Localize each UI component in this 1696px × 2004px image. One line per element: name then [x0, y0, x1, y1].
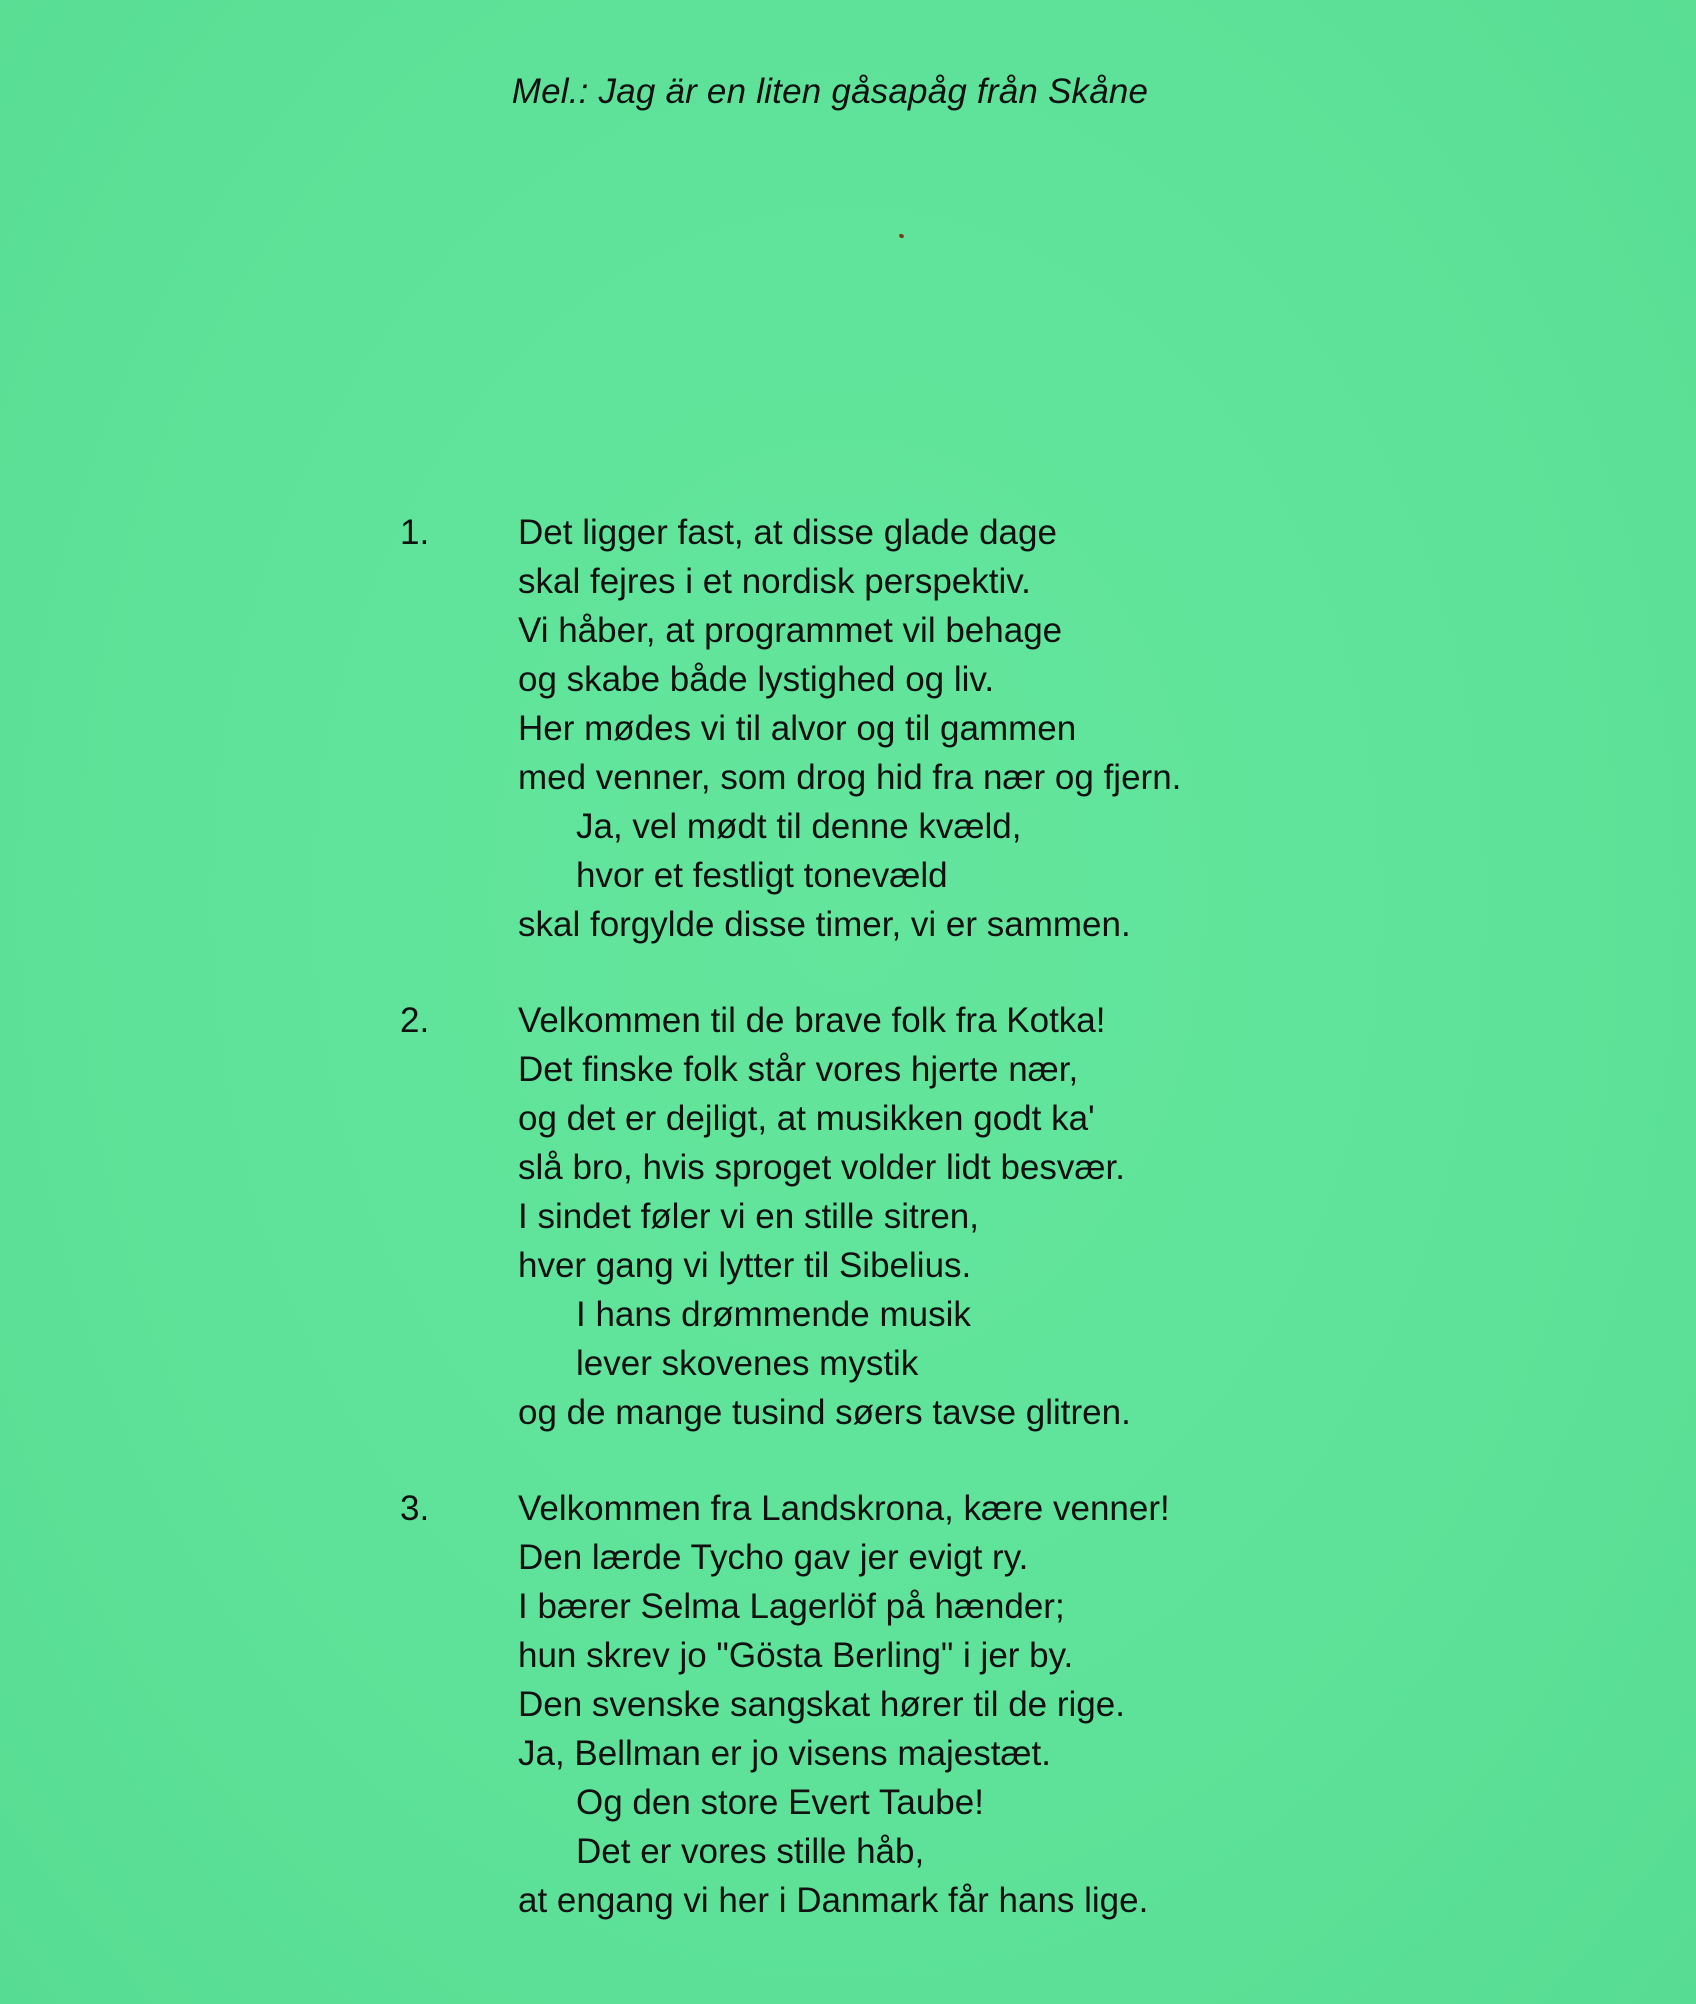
melody-heading: Mel.: Jag är en liten gåsapåg från Skåne [511, 72, 1149, 111]
verse-line: hun skrev jo "Gösta Berling" i jer by. [518, 1636, 1074, 1675]
verse-number: 3. [400, 1489, 430, 1528]
verse-line: at engang vi her i Danmark får hans lige. [518, 1881, 1149, 1920]
verse-number: 2. [400, 1001, 430, 1040]
verse-line: skal fejres i et nordisk perspektiv. [518, 562, 1031, 601]
verse-line: og skabe både lystighed og liv. [518, 660, 995, 699]
verse-line-indented: Det er vores stille håb, [576, 1832, 925, 1871]
verse-number: 1. [400, 513, 430, 552]
verse-line: Det finske folk står vores hjerte nær, [518, 1050, 1079, 1089]
verse-line-indented: Ja, vel mødt til denne kvæld, [576, 807, 1022, 846]
verse-line: og de mange tusind søers tavse glitren. [518, 1393, 1131, 1432]
verse-line: Den lærde Tycho gav jer evigt ry. [518, 1538, 1029, 1577]
verse-line-indented: lever skovenes mystik [576, 1344, 919, 1383]
verse-line: Ja, Bellman er jo visens majestæt. [518, 1734, 1051, 1773]
verse-line-indented: Og den store Evert Taube! [576, 1783, 984, 1822]
verse-lines [518, 508, 1398, 949]
verse-line: Velkommen til de brave folk fra Kotka! [518, 1001, 1106, 1040]
verse-line: skal forgylde disse timer, vi er sammen. [518, 905, 1131, 944]
verse-line: I bærer Selma Lagerlöf på hænder; [518, 1587, 1065, 1626]
verse-line: med venner, som drog hid fra nær og fjern. [518, 758, 1182, 797]
verse-line: slå bro, hvis sproget volder lidt besvær. [518, 1148, 1125, 1187]
verse-line-indented: hvor et festligt tonevæld [576, 856, 948, 895]
verse-line: Velkommen fra Landskrona, kære venner! [518, 1489, 1170, 1528]
verse-line: Det ligger fast, at disse glade dage [518, 513, 1057, 552]
verse-line: og det er dejligt, at musikken godt ka' [518, 1099, 1095, 1138]
verse-line: Her mødes vi til alvor og til gammen [518, 709, 1077, 748]
verse-lines [518, 1484, 1398, 1925]
verse-line: Vi håber, at programmet vil behage [518, 611, 1063, 650]
verse-line: Den svenske sangskat hører til de rige. [518, 1685, 1125, 1724]
verse-line: I sindet føler vi en stille sitren, [518, 1197, 979, 1236]
verse-line: hver gang vi lytter til Sibelius. [518, 1246, 972, 1285]
verse-lines [518, 996, 1398, 1437]
ink-speck [898, 233, 904, 239]
verse-line-indented: I hans drømmende musik [576, 1295, 971, 1334]
